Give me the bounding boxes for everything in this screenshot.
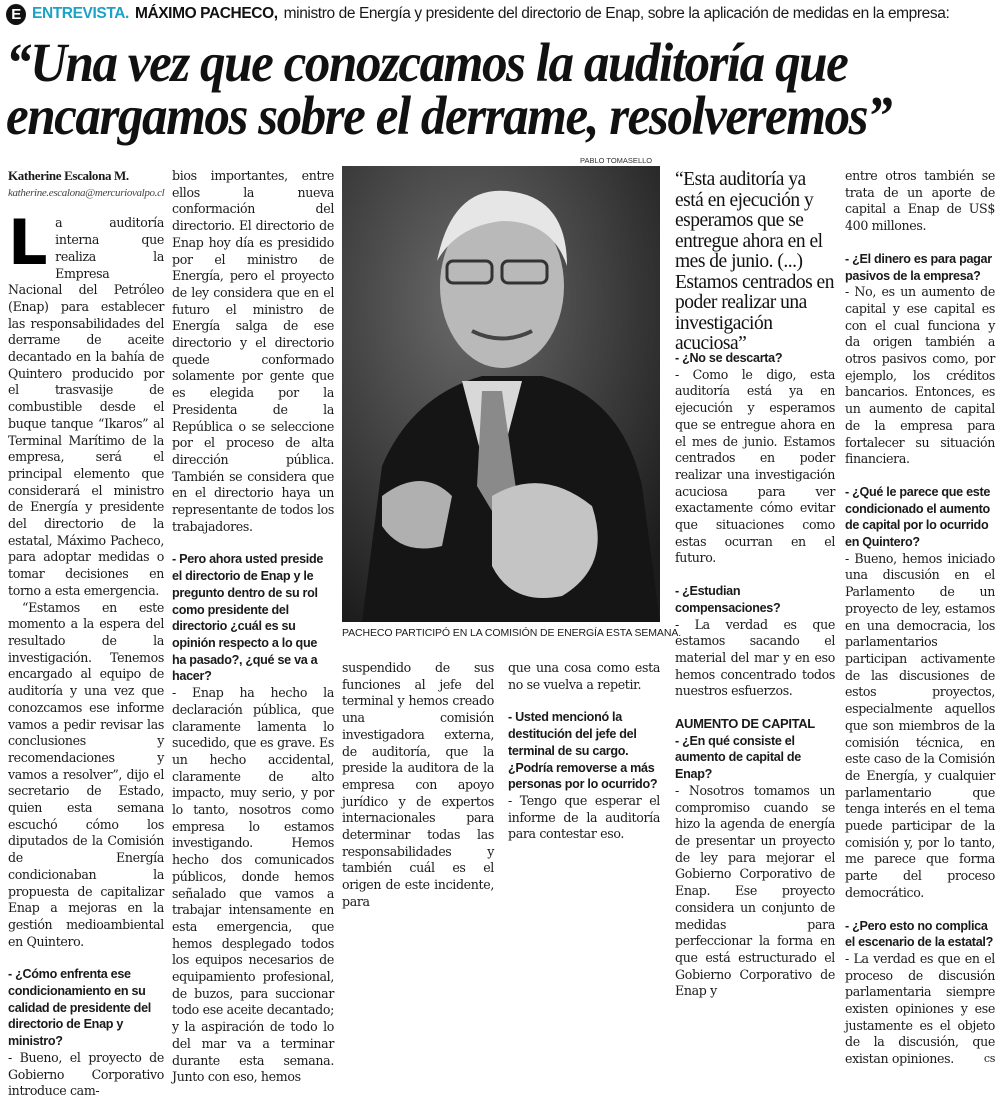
body-paragraph: bios importantes, entre ellos la nueva conformación del directorio. El directorio de Enap hoy día es presidido por el ministro de Energía, pero el proyecto de ley considera que en el futuro el ministro de Energía salga de ese directorio y el directorio quede conformado solamente por gente que es elegida por la Presidenta de la República o se seleccione por el proceso de alta dirección pública. También se considera que en el directorio haya un representante de todos los trabajadores. <box>172 168 334 534</box>
answer-text: - La verdad es que en el proceso de discusión parlamentaria siempre existen opiniones y ese justamente es el objeto de la discusión, que existan opiniones. <box>845 950 995 1067</box>
headline: “Una vez que conozcamos la auditoría que encargamos sobre el derrame, resolveremos” <box>6 32 892 146</box>
interview-question: - ¿Pero esto no complica el escenario de la estatal? <box>845 918 994 950</box>
body-paragraph: entre otros también se trata de un aporte de capital a Enap de US$ 400 millones. <box>845 168 995 234</box>
column-4 <box>675 350 835 1000</box>
interview-answer: - La verdad es que estamos sacando el material del mar y en eso hemos concentrado todos nuestros esfuerzos. <box>675 616 835 699</box>
kicker-description: ministro de Energía y presidente del directorio de Enap, sobre la aplicación de medidas en la empresa: <box>283 5 950 22</box>
interview-question: - ¿Qué le parece que este condicionado el aumento de capital por lo ocurrido en Quintero? <box>845 484 991 550</box>
interview-question: - ¿No se descarta? <box>675 351 783 365</box>
section-label: ENTREVISTA. <box>32 5 129 22</box>
kicker <box>6 3 949 25</box>
interview-answer: - No, es un aumento de capital y ese capital es con el cual funciona y da origen también a otros pasivos como, por ejemplo, los créditos bancarios. Entonces, es un aumento de capital de la empresa para fortalecer su situación financiera. <box>845 284 995 467</box>
body-paragraph: suspendido de sus funciones al jefe del terminal y hemos creado una comisión investigadora externa, de auditoría, que la preside la auditora de la empresa con apoyo jurídico y de expertos internacionales para determinar todas las responsabilidades y también cuál es el origen de este incidente, para <box>342 660 494 909</box>
interview-answer: - Nosotros tomamos un compromiso cuando se hizo la agenda de energía de presentar un proyecto de ley para mejorar el Gobierno Corporativo de Enap. Ese proyecto considera un conjunto de medidas para perfeccionar la forma en que está estructurado el Gobierno Corporativo de Enap y <box>675 782 835 999</box>
portrait-illustration <box>342 166 660 622</box>
column-2 <box>172 168 334 1086</box>
interview-question: - Pero ahora usted preside el directorio de Enap y le pregunto dentro de su rol como presidente del directorio ¿cuál es su opinión respecto a lo que ha pasado?, ¿qué se va a hacer? <box>172 552 324 684</box>
section-badge: E <box>6 4 26 25</box>
interviewee-photo <box>342 166 660 622</box>
body-paragraph: a auditoría interna que realiza la Empresa Nacional del Petróleo (Enap) para establecer las responsabilidades del derrame de aceite decantado en la bahía de Quintero producido por el trasvasije de combustible desde el buque tanque “Ikaros” al Terminal Marítimo de la empresa, será el principal elemento que considerará el ministro de Energía y presidente del directorio de la estatal, Máximo Pacheco, para adoptar medidas o tomar decisiones en torno a esta emergencia. <box>8 215 164 598</box>
interview-answer <box>845 951 995 1068</box>
interview-question: - ¿Estudian compensaciones? <box>675 584 781 615</box>
end-mark-icon: cs <box>983 1052 995 1066</box>
column-3b <box>508 660 660 843</box>
column-5 <box>845 168 995 1068</box>
author-email[interactable]: katherine.escalona@mercuriovalpo.cl <box>8 186 165 199</box>
interview-answer: - Como le digo, esta auditoría está ya en ejecución y esperamos que se entregue ahora en el mes de junio. Estamos centrados en poder realizar una investigación acuciosa para ver exactamente cómo evitar que situaciones como estas ocurran en el futuro. <box>675 366 835 566</box>
interview-answer: - Enap ha hecho la declaración pública, que claramente lamenta lo sucedido, que es grave. Es un hecho accidental, claramente de alto impacto, muy serio, y por lo tanto, nosotros como empresa lo estamos investigando. Hemos hecho dos comunicados públicos, donde hemos señalado que vamos a trabajar intensamente en esta emergencia, que hemos desplegado todos los equipos necesarios de equipamiento profesional, de buzos, para succionar todo ese aceite decantado; y la aspiración de todo lo del mar va a terminar durante esta semana. Junto con eso, hemos <box>172 685 334 1085</box>
interview-answer: - Bueno, hemos iniciado una discusión en el Parlamento de un proyecto de ley, estamos en una democracia, los parlamentarios participan activamente de las discusiones de estos proyectos, especialmente aquellos que son miembros de la comisión técnica, en este caso de la Comisión de Energía, y cualquier parlamentario que tenga interés en el tema puede participar de la comisión y, por lo tanto, me parece que forma parte del proceso democrático. <box>845 550 995 900</box>
interview-answer: - Tengo que esperar el informe de la auditoría para contestar eso. <box>508 792 660 842</box>
interview-question: - Usted mencionó la destitución del jefe del terminal de su cargo. ¿Podría removerse a más personas por lo ocurrido? <box>508 710 658 792</box>
column-1 <box>8 168 164 1100</box>
interviewee-name: MÁXIMO PACHECO, <box>134 5 278 22</box>
photo-caption: PACHECO PARTICIPÓ EN LA COMISIÓN DE ENERGÍA ESTA SEMANA. <box>342 627 682 639</box>
author-name: Katherine Escalona M. <box>8 168 129 183</box>
column-3a <box>342 660 494 911</box>
interview-question: - ¿En qué consiste el aumento de capital de Enap? <box>675 733 801 782</box>
photo-credit: PABLO TOMASELLO <box>580 156 653 165</box>
drop-cap: L <box>8 206 48 280</box>
pull-quote: “Esta auditoría ya está en ejecución y esperamos que se entregue ahora en el mes de junio. (...) Estamos centrados en poder realizar una investigación acuciosa” <box>675 169 834 354</box>
section-subhead: AUMENTO DE CAPITAL <box>675 716 815 732</box>
interview-answer: - Bueno, el proyecto de Gobierno Corporativo introduce cam- <box>8 1049 164 1099</box>
interview-question: - ¿El dinero es para pagar pasivos de la empresa? <box>845 251 992 283</box>
body-paragraph: que una cosa como esta no se vuelva a repetir. <box>508 660 660 692</box>
body-paragraph: “Estamos en este momento a la espera del resultado de la investigación. Tenemos encargado al equipo de auditoría y una vez que conozcamos ese informe vamos a pedir revisar las conclusiones y recomendaciones y vamos a resolver”, dijo el secretario de Estado, quien esta semana escuchó cómo los diputados de la Comisión de Energía condicionaban la propuesta de capitalizar Enap a mejoras en la gestión medioambiental en Quintero. <box>8 599 164 949</box>
interview-question: - ¿Cómo enfrenta ese condicionamiento en su calidad de presidente del directorio de Enap y ministro? <box>8 967 151 1049</box>
